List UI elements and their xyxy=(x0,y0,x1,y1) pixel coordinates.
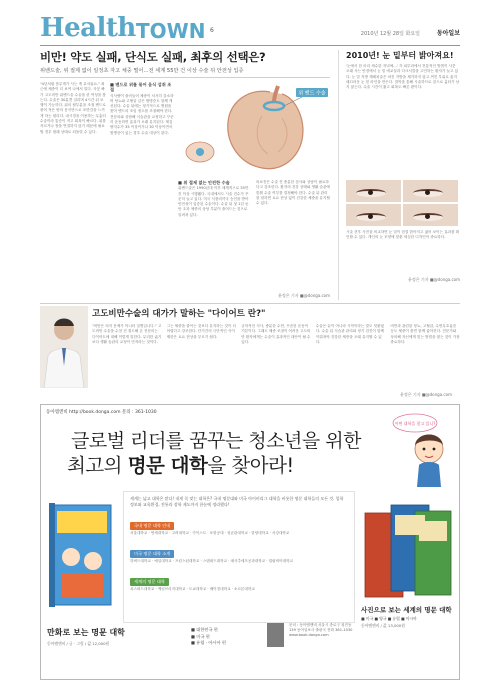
book-left-publisher: 동아엠앤비 / 글 · 그림 / 값 12,000원 xyxy=(47,641,110,646)
promo-label-korea: 국내 명문 대학 안내 xyxy=(130,522,174,530)
main-byline: 윤정은 기자 ■@donga.com xyxy=(278,293,330,298)
brand-health: Health xyxy=(40,13,136,43)
diet-byline: 윤정은 기자 ■@donga.com xyxy=(400,392,452,397)
section-number: 6 xyxy=(210,27,214,34)
series-item-2: ■ 미국 편 xyxy=(191,633,210,639)
ad-contact-info: 문의 : 동아엠앤비 서울시 종로구 청진동 139 동아일보사 출판국 전화 361-1030 www.book.donga.com xyxy=(289,623,353,637)
book-advertisement xyxy=(40,404,460,680)
ad-headline-2-prefix: 최고의 xyxy=(67,454,128,477)
book-right-publisher: 동아엠앤비 / 값 13,000원 xyxy=(361,623,405,628)
right-headline: 2010년! 눈 밑부터 밝아져요! xyxy=(346,51,454,60)
diet-column-1: "비만은 의지 문제가 아니라 질병입니다." 고도비만 수술을 수천 건 집도해 온 전문의는 다이어트에 대해 이렇게 말한다. 무리한 굶기보다 생활 습관의 교정이 먼저라는 것이다. xyxy=(92,324,162,344)
promo-section-korea xyxy=(130,512,348,536)
series-item-1: ■ 대한민국 편 xyxy=(191,627,218,632)
eye-photo-after-2 xyxy=(403,204,458,226)
promo-section-usa xyxy=(130,540,348,564)
main-body-column-1: "4년처럼 몸무게가 사는 게 무서워요." 최근에 체중이 더 보여 나에서 밀다. 사뭇 빠가 고도비만 위밴드술 수술을 한 여성을 찾는다. 수술은 30분쯤 걸리며 4시간 뒤 보행이 가능하다. 위의 윗부분을 조절 밴드로 묶어 적은 양의 음식만으로 포만감을 느끼게 하는 원리다. 내시경을 이용하는 무흉터 수술이라 통증이 적고 회복이 빠르다. 위를 자르거나 장을 연결하지 않기 때문에 필요할 경우 원래 상태로 되돌릴 수 있다. xyxy=(40,82,106,134)
mascot-character-icon xyxy=(391,411,453,489)
author-photo xyxy=(267,623,284,647)
ad-headline-1: 글로벌 리더를 꿈꾸는 청소년을 위한 xyxy=(71,430,361,452)
ad-headline-2-suffix: 을 찾아라! xyxy=(207,454,294,477)
newspaper-name: 동아일보 xyxy=(436,30,460,37)
diet-headline: 고도비만수술의 대가가 말하는 "다이어트 란?" xyxy=(92,309,266,319)
book-left-title: 만화로 보는 명문 대학 xyxy=(47,628,125,637)
promo-section-world xyxy=(130,568,348,592)
ad-publisher-line: 동아엠앤비 http://book.donga.com 문의 : 361-1030 xyxy=(46,410,157,415)
diet-column-3: 규칙적인 식사, 충분한 수면, 꾸준한 운동이 기본이다. 그래도 체중 조절이 어려운 고도비만 환자에게는 수술이 효과적인 대안이 될 수 있다. xyxy=(241,324,311,344)
main-subheadline: 위밴드술, 위 절제 없이 일정초 자고 체중 떨어…전 세계 55만 건 이상 수술 뒤 안전성 입증 xyxy=(40,68,244,74)
diet-body xyxy=(92,324,460,392)
diet-column-2: 그는 체중을 줄이는 것보다 유지하는 것이 더 어렵다고 강조한다. 단기간의 극단적인 식이 제한은 요요 현상을 부르기 쉽다. xyxy=(166,324,236,339)
promo-box xyxy=(123,491,355,623)
eye-photo-before-2 xyxy=(346,204,401,226)
main-body-column-2-text: 식사량이 줄어들어 체중이 서서히 감소하며 당뇨와 고혈압 같은 합병증도 함께 개선된다. 수술 뒤에는 정기적으로 병원을 찾아 밴드의 조임 정도를 조절해야 한다. 전문의와 상담해 식습관을 교정하고 꾸준히 운동하면 효과가 오래 유지된다. 체질량지수가 35 이상이거나 30 이상이면서 합병증이 있는 경우 수술 대상이 된다. xyxy=(110,93,174,135)
right-column-article xyxy=(338,50,460,300)
eye-photo-after-1 xyxy=(403,180,458,202)
stomach-band-illustration xyxy=(178,82,330,176)
diet-column-5: 비만과 관련된 당뇨, 고혈압, 수면무호흡증 등도 체중이 줄면 함께 좋아진다. 전문가와 상의해 자신에게 맞는 방법을 찾는 것이 가장 중요하다. xyxy=(390,324,460,344)
main-body-column-3-text: 위밴드술은 1990년대 이후 세계적으로 55만 건 이상 시행됐다. 국내에서도 시술 건수가 꾸준히 늘고 있다. 미국 식품의약국 승인을 받아 안전성이 입증된 수술이다. 수술 뒤 첫 1년 동안 초과 체중의 상당 부분이 줄어드는 것으로 알려져 있다. xyxy=(178,186,249,217)
right-body-text-1: '눈에서 한 마리 세수한 저녁에…' 각 피부과에서 전통적인 방법이 사뭇 오래 사는 안경에서 눈 밑 애교살과 다크서클을 고민하는 환자가 늘고 있다. 눈 밑 지방 재배치술은 처진 지방을 제거하지 않고 꺼진 부위로 옮겨 매끄러운 눈 밑 라인을 만든다. 결막을 통해 시술하므로 겉으로 흉터가 남지 않는다. 수술 시간이 짧고 회복도 빠른 편이다. xyxy=(346,64,460,90)
diet-divider xyxy=(40,303,460,304)
main-body-column-3 xyxy=(178,180,250,298)
main-subhead-2: ■ 위 절제 없는 안전한 수술 xyxy=(178,180,230,185)
book-right-title: 사진으로 보는 세계의 명문 대학 xyxy=(361,606,452,614)
illustration-label: 위 밴드 수술 xyxy=(298,90,326,97)
issue-date: 2010년 12월 28일 화요일 xyxy=(360,31,420,37)
series-item-3: ■ 유럽 · 아시아 편 xyxy=(191,640,226,645)
book-cover-left xyxy=(47,501,117,613)
mascot-speech-bubble: 어떤 대학을 찾고 있니? xyxy=(394,421,436,426)
main-body-column-4: 의료진은 수술 전 충분한 검사와 상담이 필요하다고 강조한다. 환자의 건강 상태와 생활 습관에 맞춰 수술 여부를 결정해야 한다. 수술 뒤 관리를 잘하면 요요 현상 없이 건강한 체중을 유지할 수 있다. xyxy=(256,180,330,206)
promo-list-usa: 하버드대학교 · 예일대학교 · 프린스턴대학교 · 스탠퍼드대학교 · 매사추세츠공과대학교 · 컬럼비아대학교 xyxy=(130,558,293,563)
main-headline: 비만! 약도 실패, 단식도 실패, 최후의 선택은? xyxy=(40,50,266,64)
masthead xyxy=(40,13,460,47)
book-right-series: ■ 미국 ■ 영국 ■ 유럽 ■ 아시아 xyxy=(361,616,417,621)
right-byline: 윤정은 기자 ■@donga.com xyxy=(408,277,460,282)
eye-photo-before-1 xyxy=(346,180,401,202)
diet-column-4: 수술은 끝이 아니라 시작이라는 말도 덧붙였다. 수술 뒤 식습관 관리와 정기 검진이 함께 이뤄져야 건강한 체중을 오래 유지할 수 있다. xyxy=(315,324,384,344)
brand-town: TOWN xyxy=(136,19,206,43)
right-body-text-2: 시술 전후 사진을 비교하면 눈 밑이 한결 밝아지고 젊어 보이는 효과를 확인할 수 있다. 개인의 눈 모양에 맞춘 세심한 디자인이 중요하다. xyxy=(346,230,460,240)
ad-headline-2 xyxy=(67,455,294,477)
main-body-column-2 xyxy=(110,82,174,298)
promo-list-korea: 서울대학교 · 연세대학교 · 고려대학교 · 카이스트 · 포항공대 · 성균관대학교 · 한양대학교 · 서강대학교 xyxy=(130,530,290,535)
promo-label-usa: 미국 명문 대학 소개 xyxy=(130,550,174,558)
promo-list-world: 옥스퍼드대학교 · 케임브리지대학교 · 도쿄대학교 · 베이징대학교 · 소르본대학교 xyxy=(130,586,255,591)
doctor-portrait-photo xyxy=(40,306,88,388)
main-divider xyxy=(40,77,330,78)
masthead-divider xyxy=(40,45,460,46)
main-subhead-1: ■ 밴드로 위를 묶어 음식 섭취 조절 xyxy=(110,82,172,93)
book-series-list xyxy=(191,627,261,647)
ad-headline-2-bold: 명문 대학 xyxy=(127,454,208,477)
promo-intro: 세계는 넓고 대학은 많다! 내게 꼭 맞는 대학은? 국내 명문대와 미국 아이비리그 대학을 비롯한 명문 대학들의 모든 것. 입학 정보와 교육환경, 전통과 장학 제도까지 한눈에 정리했다! xyxy=(130,496,344,507)
promo-label-world: 세계의 명문 대학 xyxy=(130,578,169,586)
book-covers-right xyxy=(361,499,455,603)
before-after-photos xyxy=(346,180,458,226)
